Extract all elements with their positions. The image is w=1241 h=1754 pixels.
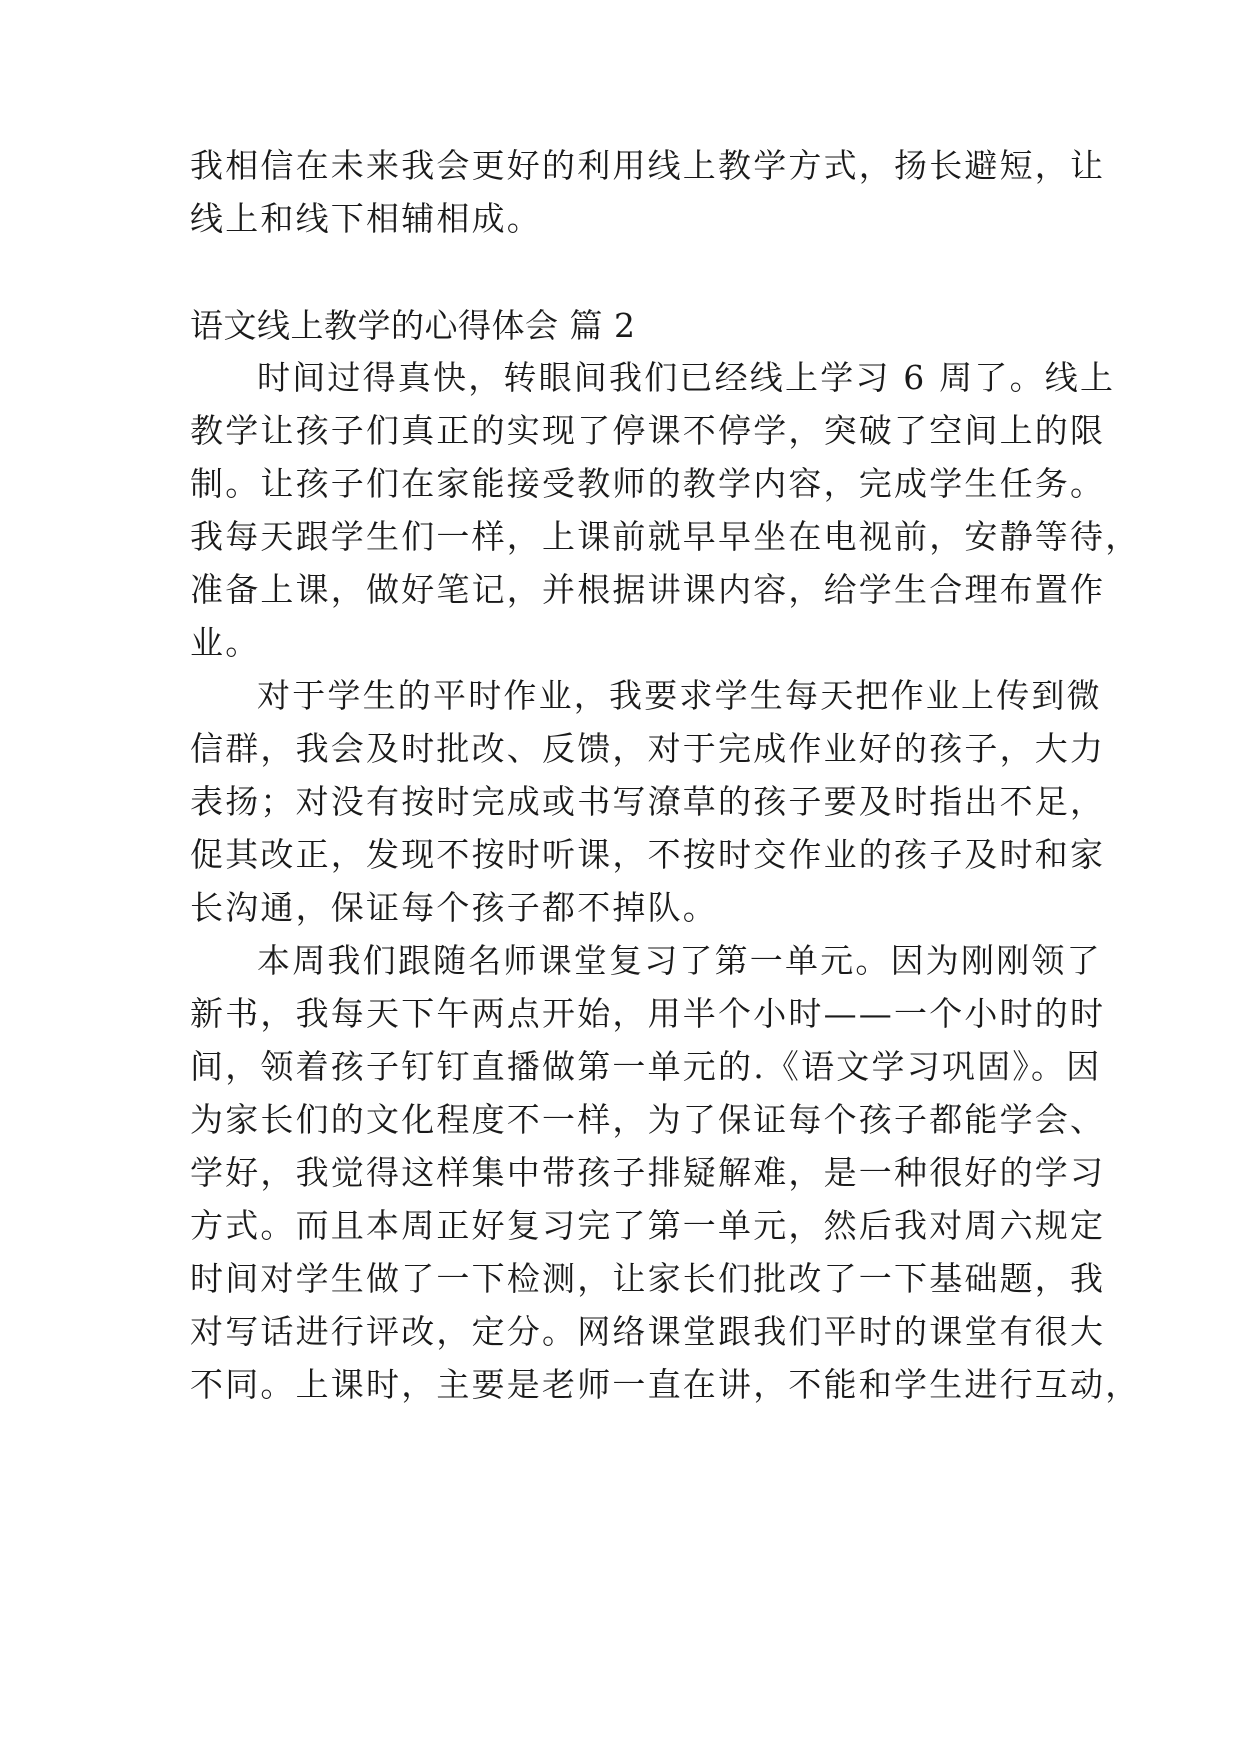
text-line: 不同。上课时，主要是老师一直在讲，不能和学生进行互动， — [190, 1365, 1141, 1404]
text-line: 方式。而且本周正好复习完了第一单元，然后我对周六规定 — [190, 1206, 1106, 1245]
paragraph-first-line: 本周我们跟随名师课堂复习了第一单元。因为刚刚领了 — [257, 941, 1102, 980]
text-line: 学好，我觉得这样集中带孩子排疑解难，是一种很好的学习 — [190, 1153, 1106, 1192]
text-line: 间，领着孩子钉钉直播做第一单元的.《语文学习巩固》。因 — [190, 1047, 1102, 1086]
text-line: 我每天跟学生们一样，上课前就早早坐在电视前，安静等待， — [190, 517, 1141, 556]
text-line: 制。让孩子们在家能接受教师的教学内容，完成学生任务。 — [190, 464, 1106, 503]
text-line: 对写话进行评改，定分。网络课堂跟我们平时的课堂有很大 — [190, 1312, 1106, 1351]
text-line: 线上和线下相辅相成。 — [190, 199, 542, 238]
text-line: 我相信在未来我会更好的利用线上教学方式，扬长避短，让 — [190, 146, 1106, 185]
text-line: 准备上课，做好笔记，并根据讲课内容，给学生合理布置作 — [190, 570, 1106, 609]
paragraph-first-line: 对于学生的平时作业，我要求学生每天把作业上传到微 — [257, 676, 1102, 715]
text-line: 长沟通，保证每个孩子都不掉队。 — [190, 888, 718, 927]
text-line: 时间对学生做了一下检测，让家长们批改了一下基础题，我 — [190, 1259, 1106, 1298]
text-line: 教学让孩子们真正的实现了停课不停学，突破了空间上的限 — [190, 411, 1106, 450]
text-line: 表扬；对没有按时完成或书写潦草的孩子要及时指出不足， — [190, 782, 1106, 821]
paragraph-first-line: 时间过得真快，转眼间我们已经线上学习 6 周了。线上 — [257, 358, 1116, 397]
text-line: 新书，我每天下午两点开始，用半个小时——一个小时的时 — [190, 994, 1106, 1033]
text-line: 信群，我会及时批改、反馈，对于完成作业好的孩子，大力 — [190, 729, 1106, 768]
text-line: 促其改正，发现不按时听课，不按时交作业的孩子及时和家 — [190, 835, 1106, 874]
text-line: 为家长们的文化程度不一样，为了保证每个孩子都能学会、 — [190, 1100, 1106, 1139]
section-title: 语文线上教学的心得体会 篇 2 — [190, 306, 636, 345]
text-line: 业。 — [190, 623, 261, 662]
